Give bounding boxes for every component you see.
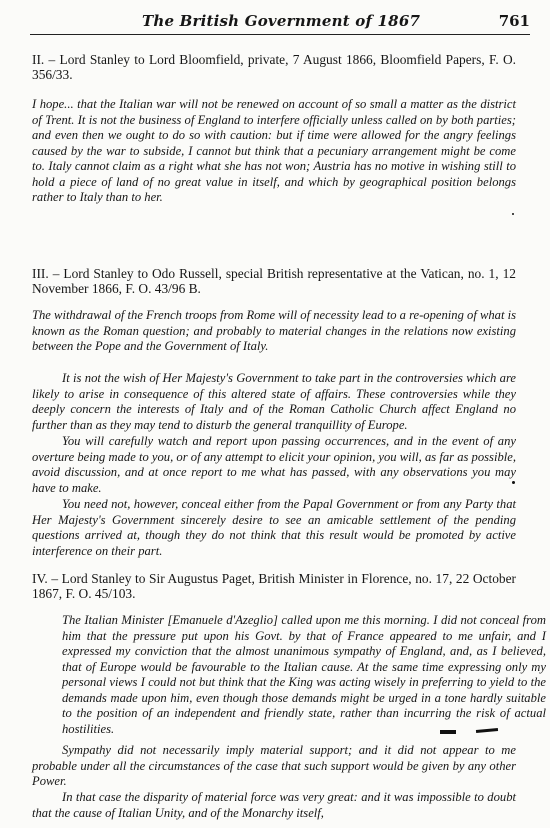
- section-iv-heading: IV. – Lord Stanley to Sir Augustus Paget, British Minister in Florence, no. 17, 22 October 1867, F. O. 45/103.: [32, 571, 516, 602]
- section-iii-paragraph-1: The withdrawal of the French troops from Rome will of necessity lead to a re-opening of what is known as the Roman question; and probably to material changes in the relations now existing between the Pope and the Government of Italy.: [32, 308, 517, 353]
- section-ii-heading: II. – Lord Stanley to Lord Bloomfield, private, 7 August 1866, Bloomfield Papers, F. O. 356/33.: [32, 52, 516, 83]
- page-header: [30, 8, 530, 35]
- section-iii-paragraph-4: You need not, however, conceal either from the Papal Government or from any Party that Her Majesty's Government sincerely desire to see an amicable settlement of the pending questions arrived at, though they do not think that this result would be promoted by active interference on their part.: [32, 497, 516, 558]
- section-ii-paragraph: I hope... that the Italian war will not be renewed on account of so small a matter as the district of Trent. It is not the business of England to interfere officially unless called on by both parties; and even then we ought to do so with caution: but if time were allowed for the angry feelings caused by the war to subside, I cannot but think that a pecuniary arrangement might be come to. Italy cannot claim as a right what she has not won; Austria has no motive in wishing still to hold a piece of land of no great value in itself, and which by geographical position belongs rather to Italy than to her.: [32, 97, 516, 204]
- section-iii-heading: III. – Lord Stanley to Odo Russell, special British representative at the Vatican, no. 1, 12 November 1866, F. O. 43/96 B.: [32, 266, 516, 297]
- section-iii-paragraph-3: You will carefully watch and report upon passing occurrences, and in the event of any overture being made to you, or of any attempt to elicit your opinion, you will, as far as possible, avoid discussion, and at once report to me what has passed, with any observations you may have to make.: [32, 434, 516, 495]
- scan-speck: [512, 481, 515, 484]
- running-title: The British Government of 1867: [142, 12, 421, 30]
- section-iv-paragraph-3: In that case the disparity of material force was very great: and it was impossible to doubt that the cause of Italian Unity, and of the Monarchy itself,: [32, 790, 516, 820]
- ink-smudge: [440, 730, 456, 734]
- section-iv-paragraph-1: The Italian Minister [Emanuele d'Azeglio] called upon me this morning. I did not conceal from him that the pressure put upon his Govt. by that of France appeared to me unfair, and I expressed my conviction that the almost unanimous sympathy of England, and, as I believed, that of Europe would be favourable to the Italian cause. At the same time expressing only my personal views I could not but think that the King was acting wisely in preferring to yield to the demands made upon him, even though those demands might be urged in a tone hardly suitable to the position of an independent and friendly state, rather than incurring the risk of actual hostilities.: [62, 613, 546, 736]
- scan-speck: [512, 213, 514, 215]
- section-iii-paragraph-2: It is not the wish of Her Majesty's Government to take part in the controversies which are likely to arise in consequence of this altered state of affairs. These controversies while they deeply concern the interests of Italy and of the Roman Catholic Church affect England no further than as they may tend to disturb the general tranquillity of Europe.: [32, 371, 516, 432]
- page-number: 761: [498, 12, 530, 30]
- section-iv-paragraph-2: Sympathy did not necessarily imply material support; and it did not appear to me probable under all the circumstances of the case that such support would be given by any other Power.: [32, 743, 516, 788]
